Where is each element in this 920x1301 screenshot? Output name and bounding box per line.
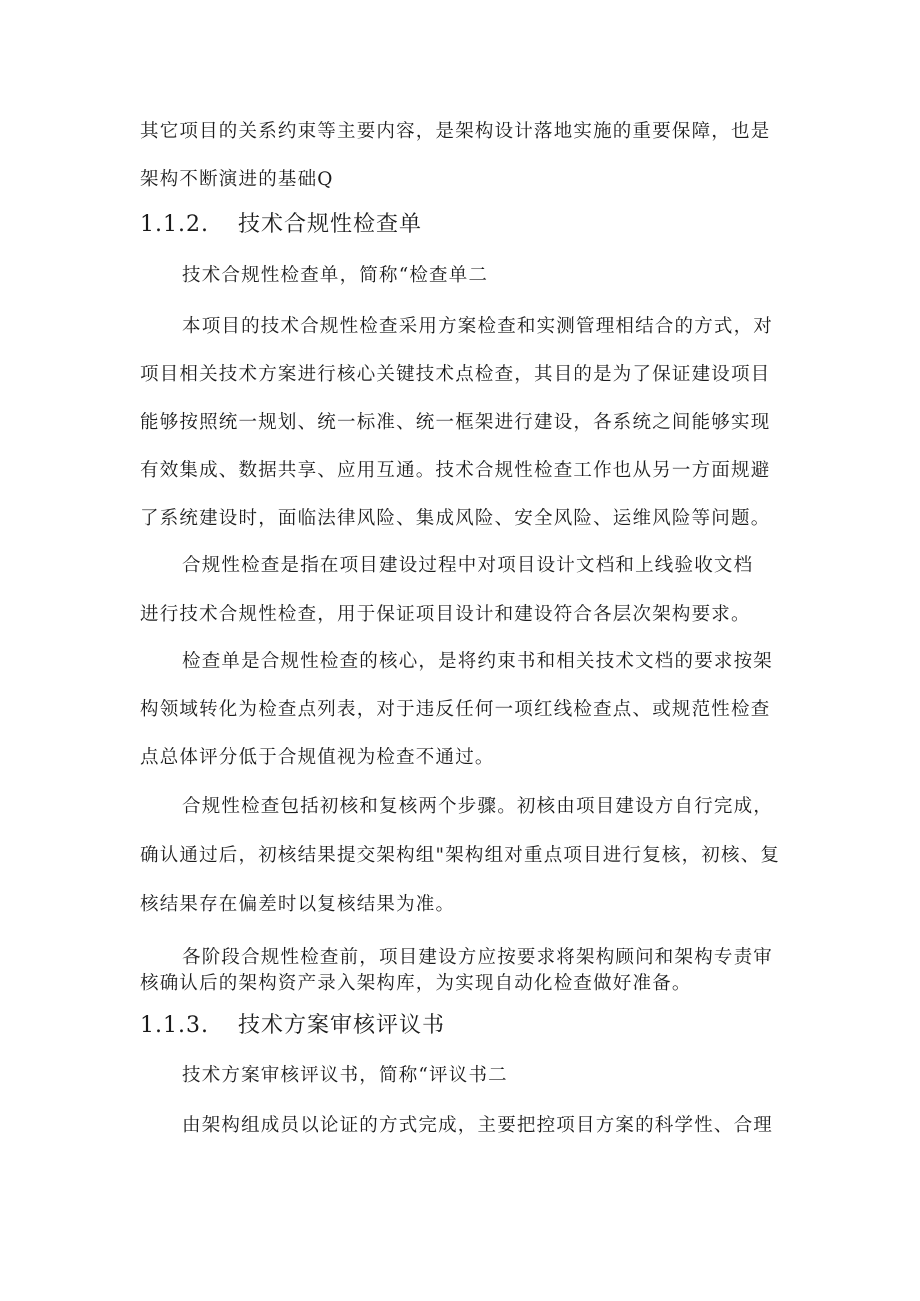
body-text-line: 合规性检查是指在项目建设过程中对项目设计文档和上线验收文档 bbox=[182, 555, 754, 576]
body-text-line: 合规性检查包括初核和复核两个步骤。初核由项目建设方自行完成， bbox=[182, 796, 774, 817]
section-number: 1.1.3. bbox=[140, 1013, 209, 1038]
body-text-line: 各阶段合规性检查前，项目建设方应按要求将架构顾问和架构专责审 bbox=[182, 947, 774, 968]
section-number: 1.1.2. bbox=[140, 212, 209, 237]
body-text-line: 了系统建设时，面临法律风险、集成风险、安全风险、运维风险等问题。 bbox=[140, 508, 771, 529]
section-title: 技术方案审核评议书 bbox=[238, 1013, 446, 1038]
abbreviation-line: 技术方案审核评议书，简称“评议书二 bbox=[182, 1065, 508, 1086]
body-text-line: 其它项目的关系约束等主要内容，是架构设计落地实施的重要保障，也是 bbox=[140, 121, 771, 142]
body-text-line: 项目相关技术方案进行核心关键技术点检查，其目的是为了保证建设项目 bbox=[140, 364, 771, 385]
body-text-line: 构领域转化为检查点列表，对于违反任何一项红线检查点、或规范性检查 bbox=[140, 699, 771, 720]
body-text-line: 确认通过后，初核结果提交架构组"架构组对重点项目进行复核，初核、复 bbox=[140, 845, 781, 866]
section-title: 技术合规性检查单 bbox=[238, 212, 423, 237]
section-heading-1-1-2 bbox=[140, 210, 422, 240]
body-text-line: 能够按照统一规划、统一标准、统一框架进行建设，各系统之间能够实现 bbox=[140, 412, 771, 433]
body-text-line: 检查单是合规性检查的核心，是将约束书和相关技术文档的要求按架 bbox=[182, 651, 774, 672]
body-text-line: 由架构组成员以论证的方式完成，主要把控项目方案的科学性、合理 bbox=[182, 1115, 774, 1136]
body-text-line: 本项目的技术合规性检查采用方案检查和实测管理相结合的方式，对 bbox=[182, 316, 774, 337]
section-heading-1-1-3 bbox=[140, 1011, 445, 1041]
body-text-line: 核结果存在偏差时以复核结果为准。 bbox=[140, 894, 456, 915]
body-text-line: 架构不断演进的基础Q bbox=[140, 169, 334, 190]
body-text-line: 有效集成、数据共享、应用互通。技术合规性检查工作也从另一方面规避 bbox=[140, 460, 771, 481]
body-text-line: 核确认后的架构资产录入架构库，为实现自动化检查做好准备。 bbox=[140, 973, 692, 994]
abbreviation-line: 技术合规性检查单，简称“检查单二 bbox=[182, 265, 489, 286]
body-text-line: 进行技术合规性检查，用于保证项目设计和建设符合各层次架构要求。 bbox=[140, 604, 751, 625]
body-text-line: 点总体评分低于合规值视为检查不通过。 bbox=[140, 747, 495, 768]
